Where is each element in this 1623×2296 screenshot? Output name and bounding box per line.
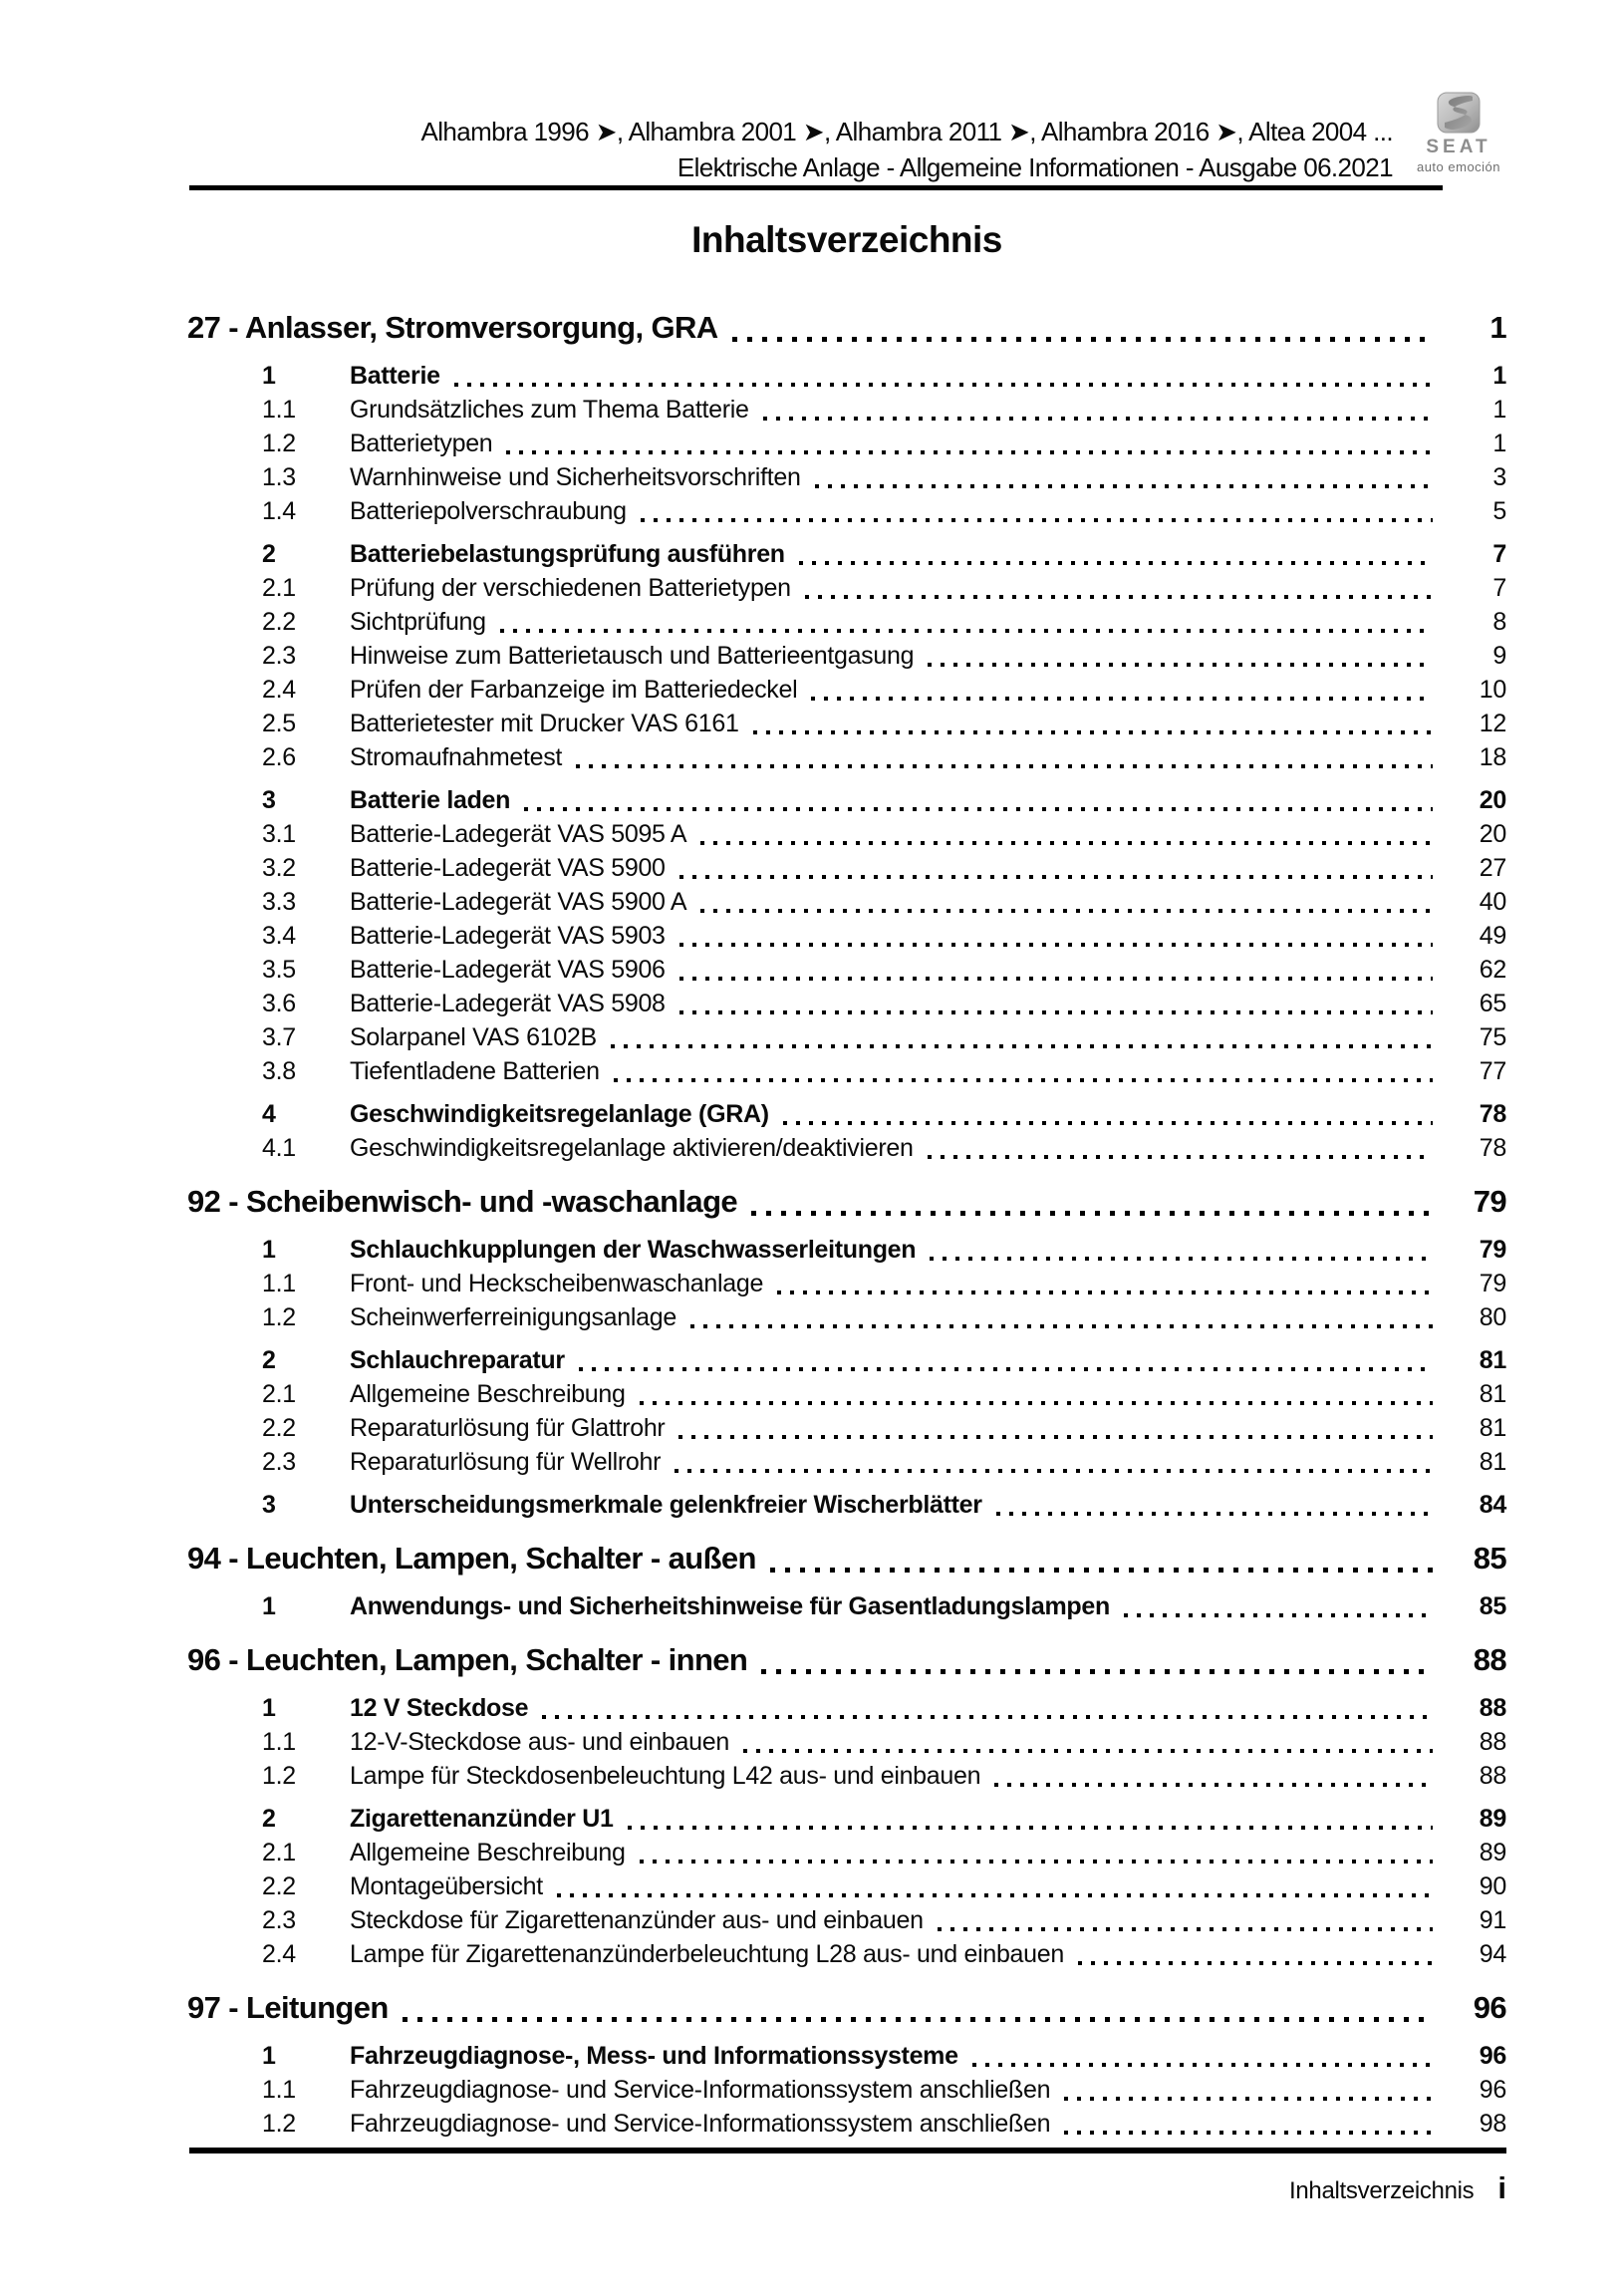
dot-leader (928, 663, 1433, 667)
toc-entry-row (187, 1725, 1506, 1759)
toc-entry-row (187, 1343, 1506, 1377)
toc-chapter-title: 27 - Anlasser, Stromversorgung, GRA (187, 310, 718, 345)
dot-leader (753, 730, 1433, 734)
toc-entry-page: 75 (1479, 1023, 1506, 1051)
dot-leader (679, 977, 1433, 981)
toc-entry-number: 3.5 (262, 956, 296, 984)
toc-entry-row (187, 393, 1506, 427)
toc-entry-row (187, 1589, 1506, 1623)
toc-chapter-page: 1 (1489, 310, 1506, 345)
toc-entry-number: 2.3 (262, 1448, 296, 1476)
toc-entry-title: Batterie-Ladegerät VAS 5903 (350, 922, 666, 950)
dot-leader (403, 2017, 1433, 2022)
toc-entry-title: Unterscheidungsmerkmale gelenkfreier Wischerblätter (350, 1491, 982, 1519)
toc-entry-row (187, 673, 1506, 707)
toc-entry-row (187, 707, 1506, 740)
toc-entry-title: Batterie laden (350, 786, 511, 814)
dot-leader (799, 561, 1433, 565)
toc-entry-title: Batteriebelastungsprüfung ausführen (350, 540, 785, 568)
dot-leader (732, 337, 1433, 342)
toc-entry-number: 3.6 (262, 990, 296, 1017)
toc-entry-page: 98 (1479, 2110, 1506, 2138)
toc-chapter-heading-row (187, 1179, 1506, 1224)
toc-chapter-heading-row (187, 305, 1506, 350)
toc-entry-page: 77 (1479, 1057, 1506, 1085)
toc-entry-row (187, 460, 1506, 494)
dot-leader (506, 450, 1433, 454)
toc-entry-page: 27 (1479, 854, 1506, 882)
toc-chapter-title: 92 - Scheibenwisch- und -waschanlage (187, 1184, 738, 1219)
toc-entry-title: Allgemeine Beschreibung (350, 1839, 626, 1866)
toc-entry-number: 3 (262, 1491, 276, 1519)
toc-entry-row (187, 571, 1506, 605)
toc-entry-page: 88 (1479, 1728, 1506, 1756)
seat-badge-icon (1437, 92, 1481, 134)
toc-entry-title: Solarpanel VAS 6102B (350, 1023, 597, 1051)
toc-entry-page: 88 (1479, 1694, 1506, 1722)
toc-entry-row (187, 1300, 1506, 1334)
toc-entry-row (187, 427, 1506, 460)
toc-entry-page: 62 (1479, 956, 1506, 984)
toc-entry-row (187, 1097, 1506, 1131)
toc-entry-number: 3.2 (262, 854, 296, 882)
toc-entry-page: 1 (1492, 430, 1506, 457)
toc-entry-title: Anwendungs- und Sicherheitshinweise für Gasentladungslampen (350, 1592, 1110, 1620)
toc-entry-title: Sichtprüfung (350, 608, 486, 636)
toc-entry-page: 85 (1479, 1592, 1506, 1620)
toc-entry-row (187, 885, 1506, 919)
toc (187, 305, 1506, 2141)
toc-entry-row (187, 1054, 1506, 1088)
toc-entry-page: 20 (1479, 820, 1506, 848)
toc-entry-number: 3.7 (262, 1023, 296, 1051)
toc-entry-row (187, 1488, 1506, 1522)
dot-leader (557, 1893, 1433, 1897)
toc-entry-row (187, 1836, 1506, 1869)
toc-entry-number: 1.1 (262, 2076, 296, 2104)
toc-entry-row (187, 2073, 1506, 2107)
toc-chapter-title: 96 - Leuchten, Lampen, Schalter - innen (187, 1642, 748, 1677)
toc-entry-page: 65 (1479, 990, 1506, 1017)
toc-entry-number: 3 (262, 786, 276, 814)
toc-entry-number: 1.1 (262, 1270, 296, 1297)
toc-chapter (187, 1985, 1506, 2141)
toc-entry-page: 96 (1479, 2076, 1506, 2104)
dot-leader (1124, 1613, 1433, 1617)
footer-page-number: i (1497, 2170, 1506, 2205)
toc-entry-number: 1.2 (262, 1762, 296, 1790)
toc-chapter-page: 88 (1473, 1642, 1506, 1677)
toc-entry-title: Steckdose für Zigarettenanzünder aus- und einbauen (350, 1906, 924, 1934)
toc-entry-page: 8 (1492, 608, 1506, 636)
toc-entry-page: 78 (1479, 1100, 1506, 1128)
seat-logo (1409, 92, 1508, 174)
dot-leader (972, 2063, 1433, 2067)
toc-entry-title: Stromaufnahmetest (350, 743, 563, 771)
toc-entry-row (187, 987, 1506, 1020)
dot-leader (640, 1860, 1433, 1864)
dot-leader (994, 1783, 1433, 1787)
toc-entry-number: 2.4 (262, 1940, 296, 1968)
dot-leader (628, 1826, 1433, 1830)
dot-leader (611, 1044, 1433, 1048)
toc-chapter-title: 97 - Leitungen (187, 1990, 389, 2025)
dot-leader (1064, 2097, 1433, 2101)
toc-entry-row (187, 1903, 1506, 1937)
toc-entry-page: 90 (1479, 1872, 1506, 1900)
toc-entry-page: 89 (1479, 1839, 1506, 1866)
toc-entry-title: Batterietypen (350, 430, 493, 457)
dot-leader (805, 595, 1433, 599)
toc-entry-title: Lampe für Zigarettenanzünderbeleuchtung L28 aus- und einbauen (350, 1940, 1064, 1968)
toc-entry-row (187, 851, 1506, 885)
toc-entry-page: 78 (1479, 1134, 1506, 1162)
dot-leader (675, 1469, 1433, 1473)
toc-entry-title: Fahrzeugdiagnose-, Mess- und Informationssysteme (350, 2042, 958, 2070)
toc-entry-title: Warnhinweise und Sicherheitsvorschriften (350, 463, 801, 491)
dot-leader (640, 1401, 1433, 1405)
dot-leader (700, 841, 1433, 845)
toc-entry-number: 2.1 (262, 574, 296, 602)
dot-leader (938, 1927, 1433, 1931)
dot-leader (679, 875, 1433, 879)
toc-entry-page: 84 (1479, 1491, 1506, 1519)
toc-entry-number: 2.2 (262, 1414, 296, 1442)
toc-chapter (187, 1637, 1506, 1971)
toc-entry-row (187, 1377, 1506, 1411)
toc-entry-row (187, 1937, 1506, 1971)
toc-chapter-heading-row (187, 1536, 1506, 1580)
toc-chapter (187, 1179, 1506, 1522)
header-divider (189, 185, 1443, 190)
toc-entry-number: 1 (262, 1592, 276, 1620)
toc-entry-page: 40 (1479, 888, 1506, 916)
toc-entry-page: 81 (1479, 1346, 1506, 1374)
toc-entry-page: 88 (1479, 1762, 1506, 1790)
toc-entry-page: 7 (1492, 574, 1506, 602)
dot-leader (930, 1257, 1433, 1261)
toc-entry-number: 1 (262, 1236, 276, 1264)
toc-entry-title: 12 V Steckdose (350, 1694, 529, 1722)
toc-chapter-title: 94 - Leuchten, Lampen, Schalter - außen (187, 1541, 756, 1576)
dot-leader (743, 1749, 1433, 1753)
dot-leader (996, 1512, 1433, 1516)
toc-entry-number: 1 (262, 362, 276, 390)
toc-entry-number: 1.3 (262, 463, 296, 491)
dot-leader (576, 764, 1433, 768)
toc-entry-number: 2 (262, 1805, 276, 1833)
toc-entry-title: Scheinwerferreinigungsanlage (350, 1303, 676, 1331)
toc-entry-title: Geschwindigkeitsregelanlage aktivieren/deaktivieren (350, 1134, 914, 1162)
toc-entry-number: 2.1 (262, 1380, 296, 1408)
toc-entry-number: 2.4 (262, 676, 296, 704)
toc-entry-page: 81 (1479, 1448, 1506, 1476)
toc-entry-page: 18 (1479, 743, 1506, 771)
toc-entry-row (187, 1267, 1506, 1300)
toc-chapter-page: 85 (1473, 1541, 1506, 1576)
dot-leader (777, 1291, 1433, 1294)
toc-entry-number: 3.1 (262, 820, 296, 848)
toc-entry-title: Batterie-Ladegerät VAS 5908 (350, 990, 666, 1017)
toc-entry-row (187, 639, 1506, 673)
toc-entry-page: 91 (1479, 1906, 1506, 1934)
dot-leader (783, 1121, 1433, 1125)
toc-entry-row (187, 605, 1506, 639)
dot-leader (679, 1010, 1433, 1014)
toc-entry-title: Batterie-Ladegerät VAS 5900 A (350, 888, 687, 916)
toc-entry-number: 1.2 (262, 1303, 296, 1331)
toc-entry-title: Prüfen der Farbanzeige im Batteriedeckel (350, 676, 798, 704)
toc-entry-title: Reparaturlösung für Glattrohr (350, 1414, 666, 1442)
dot-leader (700, 909, 1433, 913)
toc-entry-page: 9 (1492, 642, 1506, 670)
dot-leader (761, 1669, 1433, 1674)
toc-entry-page: 10 (1479, 676, 1506, 704)
toc-entry-title: Allgemeine Beschreibung (350, 1380, 626, 1408)
toc-entry-title: Lampe für Steckdosenbeleuchtung L42 aus- und einbauen (350, 1762, 981, 1790)
toc-entry-number: 1.1 (262, 1728, 296, 1756)
dot-leader (770, 1568, 1433, 1573)
toc-entry-title: Front- und Heckscheibenwaschanlage (350, 1270, 764, 1297)
toc-entry-row (187, 359, 1506, 393)
dot-leader (579, 1367, 1433, 1371)
toc-entry-page: 20 (1479, 786, 1506, 814)
toc-entry-page: 1 (1492, 396, 1506, 424)
toc-entry-row (187, 953, 1506, 987)
footer-label: Inhaltsverzeichnis (1289, 2177, 1475, 2204)
toc-entry-title: Batterie (350, 362, 440, 390)
toc-entry-number: 1.4 (262, 497, 296, 525)
page-header (187, 92, 1508, 185)
toc-entry-page: 49 (1479, 922, 1506, 950)
dot-leader (500, 629, 1433, 633)
dot-leader (1078, 1961, 1433, 1965)
toc-entry-row (187, 2039, 1506, 2073)
toc-entry-title: Batteriepolverschraubung (350, 497, 627, 525)
toc-entry-number: 2.5 (262, 710, 296, 737)
toc-entry-page: 12 (1479, 710, 1506, 737)
toc-entry-row (187, 740, 1506, 774)
toc-entry-page: 79 (1479, 1270, 1506, 1297)
toc-entry-number: 4.1 (262, 1134, 296, 1162)
toc-chapter-heading-row (187, 1985, 1506, 2030)
dot-leader (763, 417, 1433, 421)
toc-entry-page: 80 (1479, 1303, 1506, 1331)
toc-entry-row (187, 2107, 1506, 2141)
toc-entry-title: Prüfung der verschiedenen Batterietypen (350, 574, 791, 602)
toc-entry-row (187, 1802, 1506, 1836)
toc-entry-number: 1 (262, 2042, 276, 2070)
toc-entry-row (187, 1869, 1506, 1903)
toc-entry-page: 94 (1479, 1940, 1506, 1968)
toc-chapter-page: 96 (1473, 1990, 1506, 2025)
header-subtitle-line: Elektrische Anlage - Allgemeine Informationen - Ausgabe 06.2021 (676, 152, 1393, 182)
dot-leader (542, 1715, 1433, 1719)
toc-entry-number: 2.2 (262, 1872, 296, 1900)
toc-entry-title: Tiefentladene Batterien (350, 1057, 600, 1085)
toc-entry-title: Schlauchkupplungen der Waschwasserleitungen (350, 1236, 917, 1264)
toc-entry-title: Montageübersicht (350, 1872, 543, 1900)
dot-leader (454, 383, 1433, 387)
toc-entry-title: 12-V-Steckdose aus- und einbauen (350, 1728, 729, 1756)
toc-entry-page: 81 (1479, 1414, 1506, 1442)
header-models-line: Alhambra 1996 ➤, Alhambra 2001 ➤, Alhambra 2011 ➤, Alhambra 2016 ➤, Altea 2004 ... (420, 117, 1393, 146)
dot-leader (815, 484, 1433, 488)
dot-leader (641, 518, 1433, 522)
toc-entry-page: 89 (1479, 1805, 1506, 1833)
toc-entry-title: Grundsätzliches zum Thema Batterie (350, 396, 749, 424)
toc-entry-number: 2.2 (262, 608, 296, 636)
toc-entry-row (187, 537, 1506, 571)
toc-entry-row (187, 1233, 1506, 1267)
toc-entry-title: Hinweise zum Batterietausch und Batterieentgasung (350, 642, 915, 670)
seat-tagline: auto emoción (1416, 159, 1501, 174)
toc-entry-title: Zigarettenanzünder U1 (350, 1805, 614, 1833)
toc-entry-number: 2.1 (262, 1839, 296, 1866)
toc-entry-title: Fahrzeugdiagnose- und Service-Informationssystem anschließen (350, 2110, 1051, 2138)
seat-wordmark: SEAT (1426, 137, 1491, 157)
toc-entry-row (187, 919, 1506, 953)
toc-entry-title: Reparaturlösung für Wellrohr (350, 1448, 662, 1476)
dot-leader (678, 1435, 1433, 1439)
toc-entry-row (187, 1691, 1506, 1725)
toc-entry-row (187, 783, 1506, 817)
toc-entry-page: 1 (1492, 362, 1506, 390)
toc-entry-page: 79 (1479, 1236, 1506, 1264)
toc-entry-number: 2 (262, 540, 276, 568)
toc-entry-number: 3.3 (262, 888, 296, 916)
dot-leader (1064, 2131, 1433, 2135)
toc-chapter (187, 1536, 1506, 1623)
toc-entry-page: 7 (1492, 540, 1506, 568)
dot-leader (614, 1078, 1433, 1082)
toc-entry-title: Batterietester mit Drucker VAS 6161 (350, 710, 739, 737)
footer-divider (189, 2148, 1506, 2153)
toc-entry-title: Fahrzeugdiagnose- und Service-Informationssystem anschließen (350, 2076, 1051, 2104)
toc-entry-row (187, 1759, 1506, 1793)
dot-leader (751, 1211, 1433, 1216)
toc-chapter-heading-row (187, 1637, 1506, 1682)
dot-leader (524, 807, 1433, 811)
page-title: Inhaltsverzeichnis (691, 219, 1002, 260)
dot-leader (690, 1324, 1433, 1328)
toc-entry-page: 96 (1479, 2042, 1506, 2070)
toc-entry-number: 2.3 (262, 642, 296, 670)
toc-entry-row (187, 1020, 1506, 1054)
toc-entry-title: Batterie-Ladegerät VAS 5900 (350, 854, 666, 882)
toc-entry-number: 4 (262, 1100, 276, 1128)
toc-chapter (187, 305, 1506, 1165)
dot-leader (928, 1155, 1433, 1159)
toc-entry-title: Batterie-Ladegerät VAS 5095 A (350, 820, 687, 848)
header-text-block (420, 92, 1393, 185)
toc-entry-number: 2 (262, 1346, 276, 1374)
dot-leader (679, 943, 1433, 947)
toc-entry-page: 3 (1492, 463, 1506, 491)
toc-entry-number: 1.1 (262, 396, 296, 424)
toc-entry-page: 5 (1492, 497, 1506, 525)
toc-entry-row (187, 817, 1506, 851)
page-footer (187, 2170, 1506, 2206)
toc-chapter-page: 79 (1473, 1184, 1506, 1219)
toc-entry-number: 3.8 (262, 1057, 296, 1085)
dot-leader (811, 697, 1433, 701)
toc-entry-number: 2.3 (262, 1906, 296, 1934)
toc-entry-number: 1 (262, 1694, 276, 1722)
toc-entry-page: 81 (1479, 1380, 1506, 1408)
toc-entry-number: 3.4 (262, 922, 296, 950)
toc-entry-title: Geschwindigkeitsregelanlage (GRA) (350, 1100, 769, 1128)
toc-entry-number: 1.2 (262, 2110, 296, 2138)
toc-entry-row (187, 1411, 1506, 1445)
toc-entry-row (187, 1131, 1506, 1165)
toc-entry-number: 1.2 (262, 430, 296, 457)
toc-entry-title: Batterie-Ladegerät VAS 5906 (350, 956, 666, 984)
toc-entry-row (187, 494, 1506, 528)
toc-entry-row (187, 1445, 1506, 1479)
toc-entry-title: Schlauchreparatur (350, 1346, 565, 1374)
toc-entry-number: 2.6 (262, 743, 296, 771)
